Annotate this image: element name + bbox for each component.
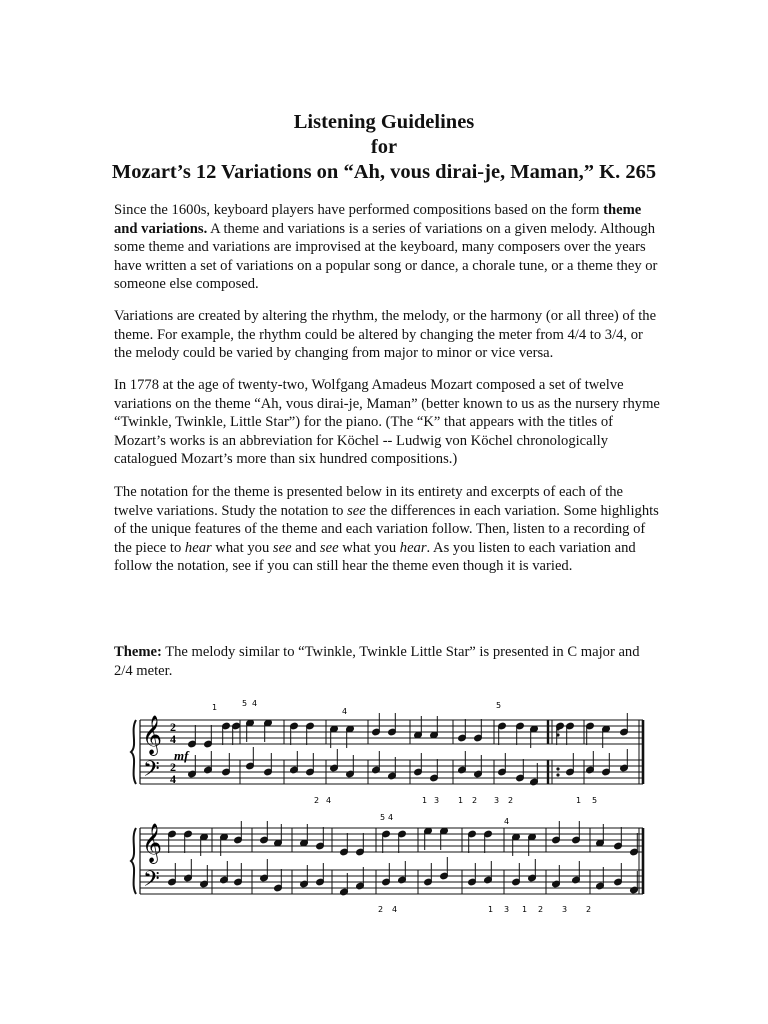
score-staff-graphic-2	[128, 812, 648, 916]
fingering-number: 5	[592, 796, 598, 805]
fingering-number: 2	[472, 796, 478, 805]
page-title	[0, 110, 768, 185]
fingering-number: 1	[422, 796, 428, 805]
title-line-1: Listening Guidelines	[293, 111, 475, 133]
paragraph-theme: Theme: The melody similar to “Twinkle, Twinkle Little Star” is presented in C major and 2/4 meter.	[114, 644, 640, 679]
fingering-number: 3	[562, 905, 568, 914]
fingering-number: 3	[434, 796, 440, 805]
system-brace	[131, 720, 136, 784]
fingering-number: 3	[494, 796, 500, 805]
fingering-number: 5	[380, 813, 386, 822]
fingering-number: 1	[212, 703, 218, 712]
fingering-number: 5	[242, 699, 248, 708]
treble-clef: 𝄞	[142, 823, 163, 863]
theme-label: Theme:	[114, 644, 162, 660]
bass-clef: 𝄢	[143, 757, 160, 787]
paragraph-mozart: In 1778 at the age of twenty-two, Wolfgang Amadeus Mozart composed a set of twelve variations on the theme “Ah, vous dirai-je, Maman” (better known to us as the nursery rhyme “Twinkle, Twinkle, Little Star”) for the piano. (The “K” that appears with the titles of Mozart’s works is an abbreviation for Köchel -- Ludwig von Köchel chronologically catalogued Mozart’s more than six hundred compositions.)	[114, 377, 660, 468]
bass-clef: 𝄢	[143, 867, 160, 897]
dynamic-marking: mf	[174, 748, 189, 763]
title-line-3: Mozart’s 12 Variations on “Ah, vous dirai-je, Maman,” K. 265	[111, 161, 657, 183]
treble-clef: 𝄞	[142, 715, 163, 755]
fingering-number: 1	[458, 796, 464, 805]
term-theme-and-variations: theme and variations.	[114, 202, 642, 237]
music-score-row-2	[128, 812, 648, 916]
fingering-number: 4	[252, 699, 258, 708]
music-score-row-1	[128, 698, 648, 810]
fingering-number: 4	[392, 905, 398, 914]
repeat-dot	[556, 767, 559, 770]
fingering-number: 4	[388, 813, 394, 822]
fingering-number: 5	[496, 701, 502, 710]
score-staff-graphic-1	[128, 698, 648, 810]
fingering-number: 4	[342, 707, 348, 716]
fingering-number: 2	[508, 796, 514, 805]
fingering-number: 1	[488, 905, 494, 914]
paragraph-variations: Variations are created by altering the rhythm, the melody, or the harmony (or all three) of the theme. For example, the rhythm could be altered by changing the meter from 4/4 to 3/4, or the melody could be varied by changing from major to minor or vice versa.	[114, 308, 657, 362]
system-brace	[131, 828, 136, 894]
fingering-number: 1	[576, 796, 582, 805]
fingering-number: 2	[314, 796, 320, 805]
fingering-number: 2	[586, 905, 592, 914]
time-signature-top: 2	[170, 720, 176, 734]
paragraph-intro: Since the 1600s, keyboard players have performed compositions based on the form theme and variations. A theme and variations is a series of variations on a given melody. Although some theme and variations are improvised at the keyboard, many composers over the years have written a set of variations on a popular song or dance, a chorale tune, or a theme they or someone else composed.	[114, 202, 658, 293]
repeat-dot	[556, 773, 559, 776]
fingering-number: 2	[378, 905, 384, 914]
fingering-number: 3	[504, 905, 510, 914]
fingering-number: 1	[522, 905, 528, 914]
fingering-number: 4	[504, 817, 510, 826]
time-signature-bottom: 4	[170, 732, 176, 746]
fingering-number: 4	[326, 796, 332, 805]
paragraph-notation: The notation for the theme is presented below in its entirety and excerpts of each of the twelve variations. Study the notation to see the differences in each variation. Some highlights of the unique features of the theme and each variation follow. Then, listen to a recording of the piece to hear what you see and see what you hear. As you listen to each variation and follow the notation, see if you can still hear the theme even though it is varied.	[114, 484, 659, 575]
title-line-2: for	[370, 136, 398, 158]
time-signature-top: 2	[170, 760, 176, 774]
time-signature-bottom: 4	[170, 772, 176, 786]
fingering-number: 2	[538, 905, 544, 914]
